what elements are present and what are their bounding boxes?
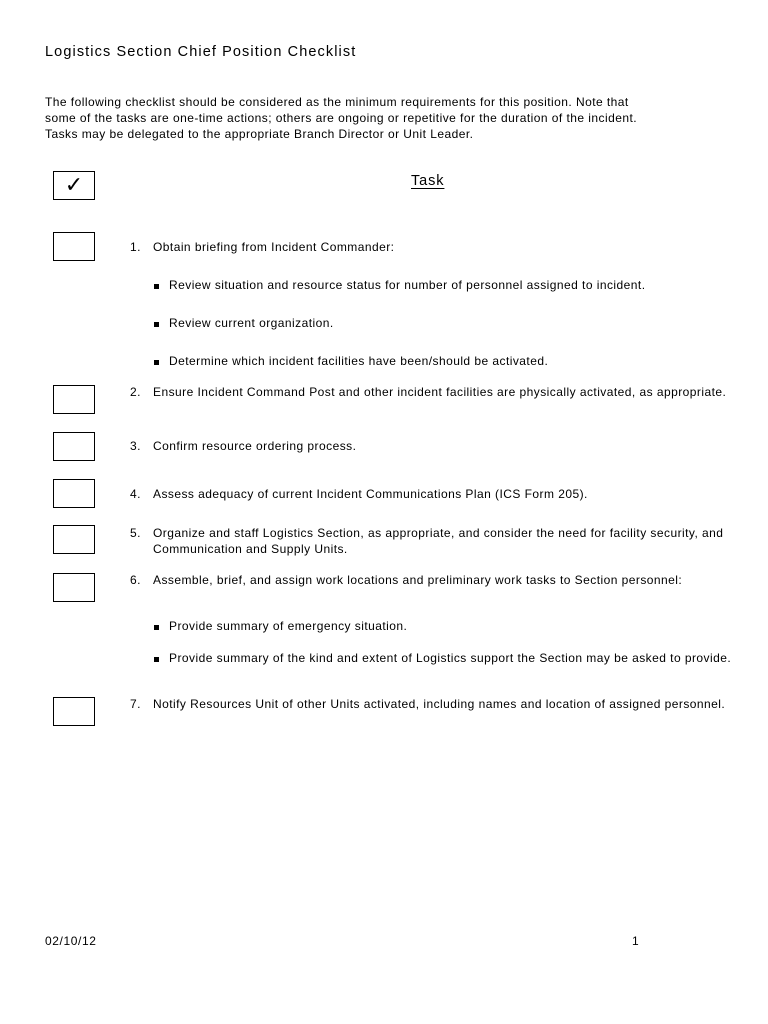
item-text: Notify Resources Unit of other Units activated, including names and location of assigned personnel. — [153, 697, 726, 711]
item-6-bullet-1: Provide summary of emergency situation. — [154, 619, 734, 635]
item-number: 6. — [130, 573, 141, 587]
item-1-bullet-1: Review situation and resource status for number of personnel assigned to incident. — [154, 278, 734, 294]
task-item-6 — [130, 573, 730, 589]
intro-line: some of the tasks are one-time actions; others are ongoing or repetitive for the duration of the incident. — [45, 110, 638, 125]
header-check-box — [53, 171, 95, 200]
item-text: Ensure Incident Command Post and other incident facilities are physically activated, as appropriate. — [153, 385, 727, 399]
task-item-3 — [130, 439, 730, 455]
task-column-header: Task — [411, 173, 445, 189]
item-1-bullet-2: Review current organization. — [154, 316, 734, 332]
footer-date: 02/10/12 — [45, 934, 97, 948]
item-number: 2. — [130, 385, 141, 399]
page-number: 1 — [632, 934, 639, 948]
task-item-2 — [130, 385, 730, 401]
item-7-checkbox[interactable] — [53, 697, 95, 726]
intro-line: Tasks may be delegated to the appropriate Branch Director or Unit Leader. — [45, 126, 474, 141]
task-item-7 — [130, 697, 730, 713]
item-text: Assess adequacy of current Incident Communications Plan (ICS Form 205). — [153, 487, 588, 501]
checkmark-icon: ✓ — [64, 172, 84, 198]
square-bullet-icon — [154, 657, 159, 662]
item-5-checkbox[interactable] — [53, 525, 95, 554]
item-number: 7. — [130, 697, 141, 711]
intro-line: The following checklist should be considered as the minimum requirements for this position. Note that — [45, 95, 629, 109]
item-1-checkbox[interactable] — [53, 232, 95, 261]
item-number: 5. — [130, 526, 141, 540]
square-bullet-icon — [154, 284, 159, 289]
item-text: Assemble, brief, and assign work locations and preliminary work tasks to Section personnel: — [153, 573, 683, 587]
square-bullet-icon — [154, 625, 159, 630]
item-4-checkbox[interactable] — [53, 479, 95, 508]
item-number: 1. — [130, 240, 141, 254]
task-item-5 — [130, 526, 730, 558]
item-2-checkbox[interactable] — [53, 385, 95, 414]
item-text: Organize and staff Logistics Section, as appropriate, and consider the need for facility security, and Communication and Supply Units. — [153, 526, 724, 556]
intro-paragraph — [45, 95, 745, 142]
item-number: 4. — [130, 487, 141, 501]
item-3-checkbox[interactable] — [53, 432, 95, 461]
square-bullet-icon — [154, 322, 159, 327]
item-6-checkbox[interactable] — [53, 573, 95, 602]
task-item-4 — [130, 487, 730, 503]
item-1-bullet-3: Determine which incident facilities have been/should be activated. — [154, 354, 734, 370]
item-number: 3. — [130, 439, 141, 453]
item-text: Obtain briefing from Incident Commander: — [153, 240, 395, 254]
task-item-1 — [130, 240, 730, 256]
page-title: Logistics Section Chief Position Checklist — [45, 44, 357, 60]
square-bullet-icon — [154, 360, 159, 365]
item-text: Confirm resource ordering process. — [153, 439, 357, 453]
item-6-bullet-2: Provide summary of the kind and extent of Logistics support the Section may be asked to provide. — [154, 651, 734, 667]
